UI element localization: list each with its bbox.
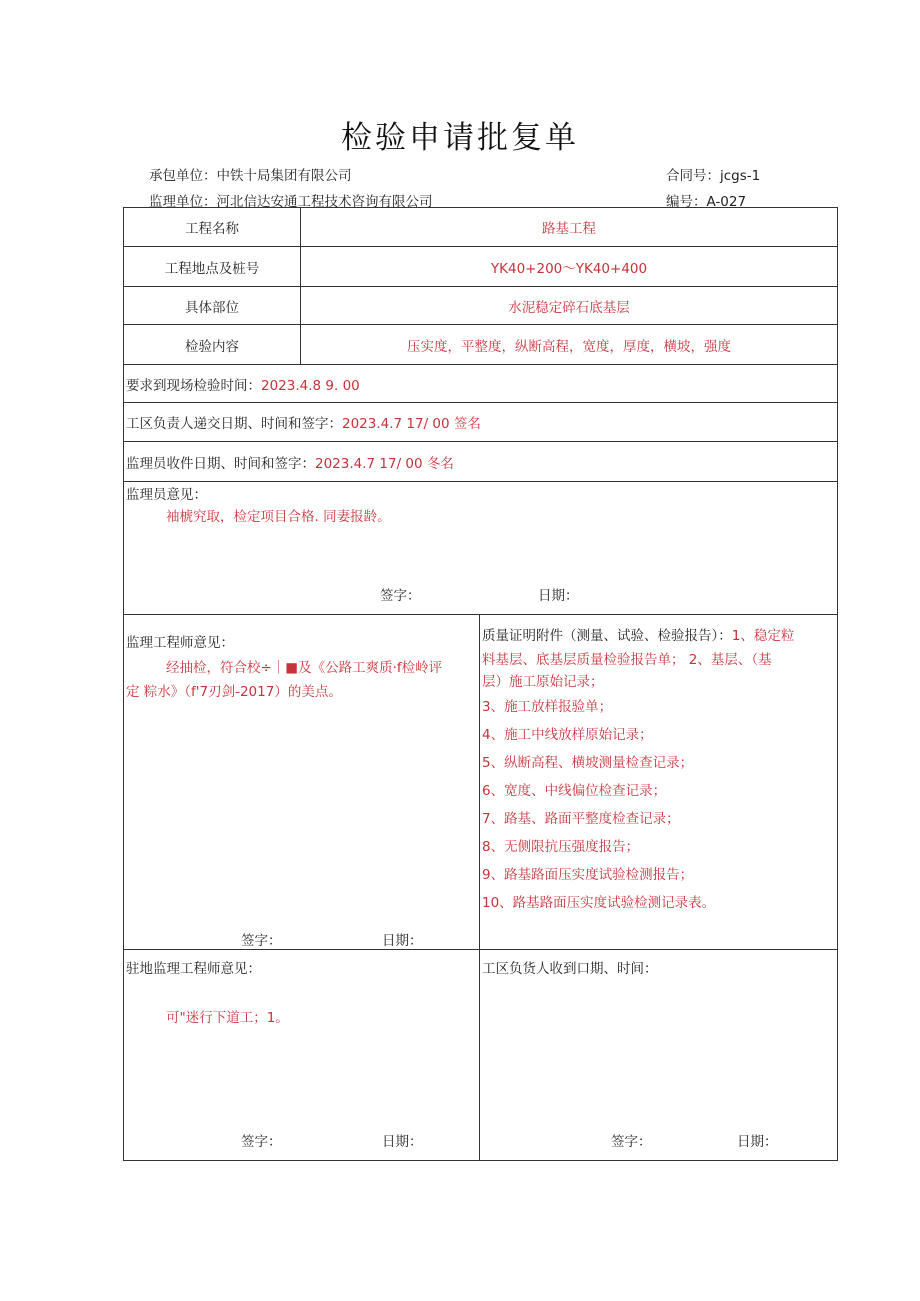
district-sign-label: 签字：: [611, 1134, 652, 1150]
part-value: 水泥稳定碎石底基层: [301, 287, 838, 325]
inspection-time-label: 要求到现场检验时间：: [126, 377, 261, 394]
resident-opinion-label: 驻地监理工程师意见：: [126, 961, 261, 977]
inspection-form-table: [123, 207, 838, 1161]
engineer-opinion-line2: 定 粽水》（f'7刃剑-2017）的美点。: [126, 684, 342, 700]
district-receipt-box: [480, 950, 837, 1160]
serial-label: 编号：: [666, 194, 707, 210]
row-receive: [124, 442, 838, 482]
engineer-date-label: 日期：: [382, 933, 423, 949]
contractor-label: 承包单位：: [149, 168, 217, 184]
contract-line: [666, 164, 760, 184]
page-title: 检验申请批复单: [341, 120, 579, 156]
attachments-header: [482, 623, 838, 649]
attachment-item: 4、施工中线放样原始记录；: [482, 727, 653, 743]
engineer-opinion-line1: 经抽检，符合校÷｜■及《公路工爽质·f检岭评: [166, 660, 443, 676]
resident-opinion-box: [124, 950, 479, 1160]
attachment-item: 7、路基、路面平整度检查记录；: [482, 811, 680, 827]
inspector-opinion-text: 袖椃究取，检定项目合格. 同妻报龄。: [166, 509, 391, 525]
contract-number: jcgs-1: [720, 168, 761, 184]
attachments-line-3: 层）施工原始记录；: [482, 674, 604, 690]
attachment-item: 9、路基路面压实度试验检测报告；: [482, 867, 694, 883]
engineer-opinion-label: 监理工程师意见：: [126, 635, 234, 651]
location-label: 工程地点及桩号: [124, 247, 301, 287]
attachment-item: 5、纵断高程、横坡测量检查记录；: [482, 755, 694, 771]
content-label: 检验内容: [124, 325, 301, 365]
attachments-item-1-start: 1、稳定粒: [731, 628, 795, 644]
row-project-name: [124, 208, 838, 247]
district-date-label: 日期：: [737, 1134, 778, 1150]
attachments-label: 质量证明附件（测量、试验、检验报告）：: [482, 628, 732, 644]
receive-value: 2023.4.7 17/ 00 冬名: [315, 455, 454, 472]
engineer-opinion-box: [124, 615, 479, 949]
supervisor-label: 监理单位：: [149, 194, 217, 210]
resident-date-label: 日期：: [382, 1134, 423, 1150]
content-value: 压实度，平整度，纵断高程，宽度，厚度，横坡，强度: [301, 325, 838, 365]
inspector-opinion-label: 监理员意见：: [126, 487, 207, 503]
resident-opinion-text: 可"迷行下道工；1。: [166, 1010, 289, 1026]
district-receipt-label: 工区负货人收到口期、时间：: [482, 961, 658, 977]
receive-label: 监理员收件日期、时间和签字：: [126, 455, 315, 472]
row-part: [124, 287, 838, 325]
engineer-sign-label: 签字：: [241, 933, 282, 949]
location-value: YK40+200～YK40+400: [301, 247, 838, 287]
row-inspector-opinion: [124, 482, 838, 615]
row-resident-and-receipt: [124, 950, 838, 1161]
serial-number: A-027: [706, 194, 747, 210]
attachments-list: [482, 693, 715, 917]
row-content: [124, 325, 838, 365]
submit-value: 2023.4.7 17/ 00 签名: [342, 416, 481, 432]
resident-sign-label: 签字：: [241, 1134, 282, 1150]
inspector-opinion-box: [124, 482, 837, 614]
contractor-line: [149, 164, 352, 184]
part-label: 具体部位: [124, 287, 301, 325]
inspector-date-label: 日期：: [538, 588, 579, 604]
attachments-box: [480, 615, 837, 949]
attachment-item: 6、宽度、中线偏位检查记录；: [482, 783, 667, 799]
row-engineer-and-attachments: [124, 615, 838, 950]
row-location: [124, 247, 838, 287]
attachment-item: 3、施工放样报验单；: [482, 699, 613, 715]
attachment-item: 8、无侧限抗压强度报告；: [482, 839, 640, 855]
inspection-time-value: 2023.4.8 9. 00: [261, 377, 360, 394]
attachments-line-2: 料基层、底基层质量检验报告单； 2、基层、（基: [482, 652, 772, 668]
attachment-item: 10、路基路面压实度试验检测记录表。: [482, 895, 716, 911]
project-name-label: 工程名称: [124, 208, 301, 247]
contract-label: 合同号：: [666, 168, 720, 184]
project-name-value: 路基工程: [301, 208, 838, 247]
submit-label: 工区负责人递交日期、时间和签字：: [126, 416, 342, 432]
row-inspection-time: [124, 365, 838, 403]
supervisor-value: 河北信达安通工程技术咨询有限公司: [216, 194, 433, 210]
contractor-value: 中铁十局集团有限公司: [216, 168, 352, 184]
row-submit: [124, 403, 838, 442]
inspector-sign-label: 签字：: [380, 588, 421, 604]
